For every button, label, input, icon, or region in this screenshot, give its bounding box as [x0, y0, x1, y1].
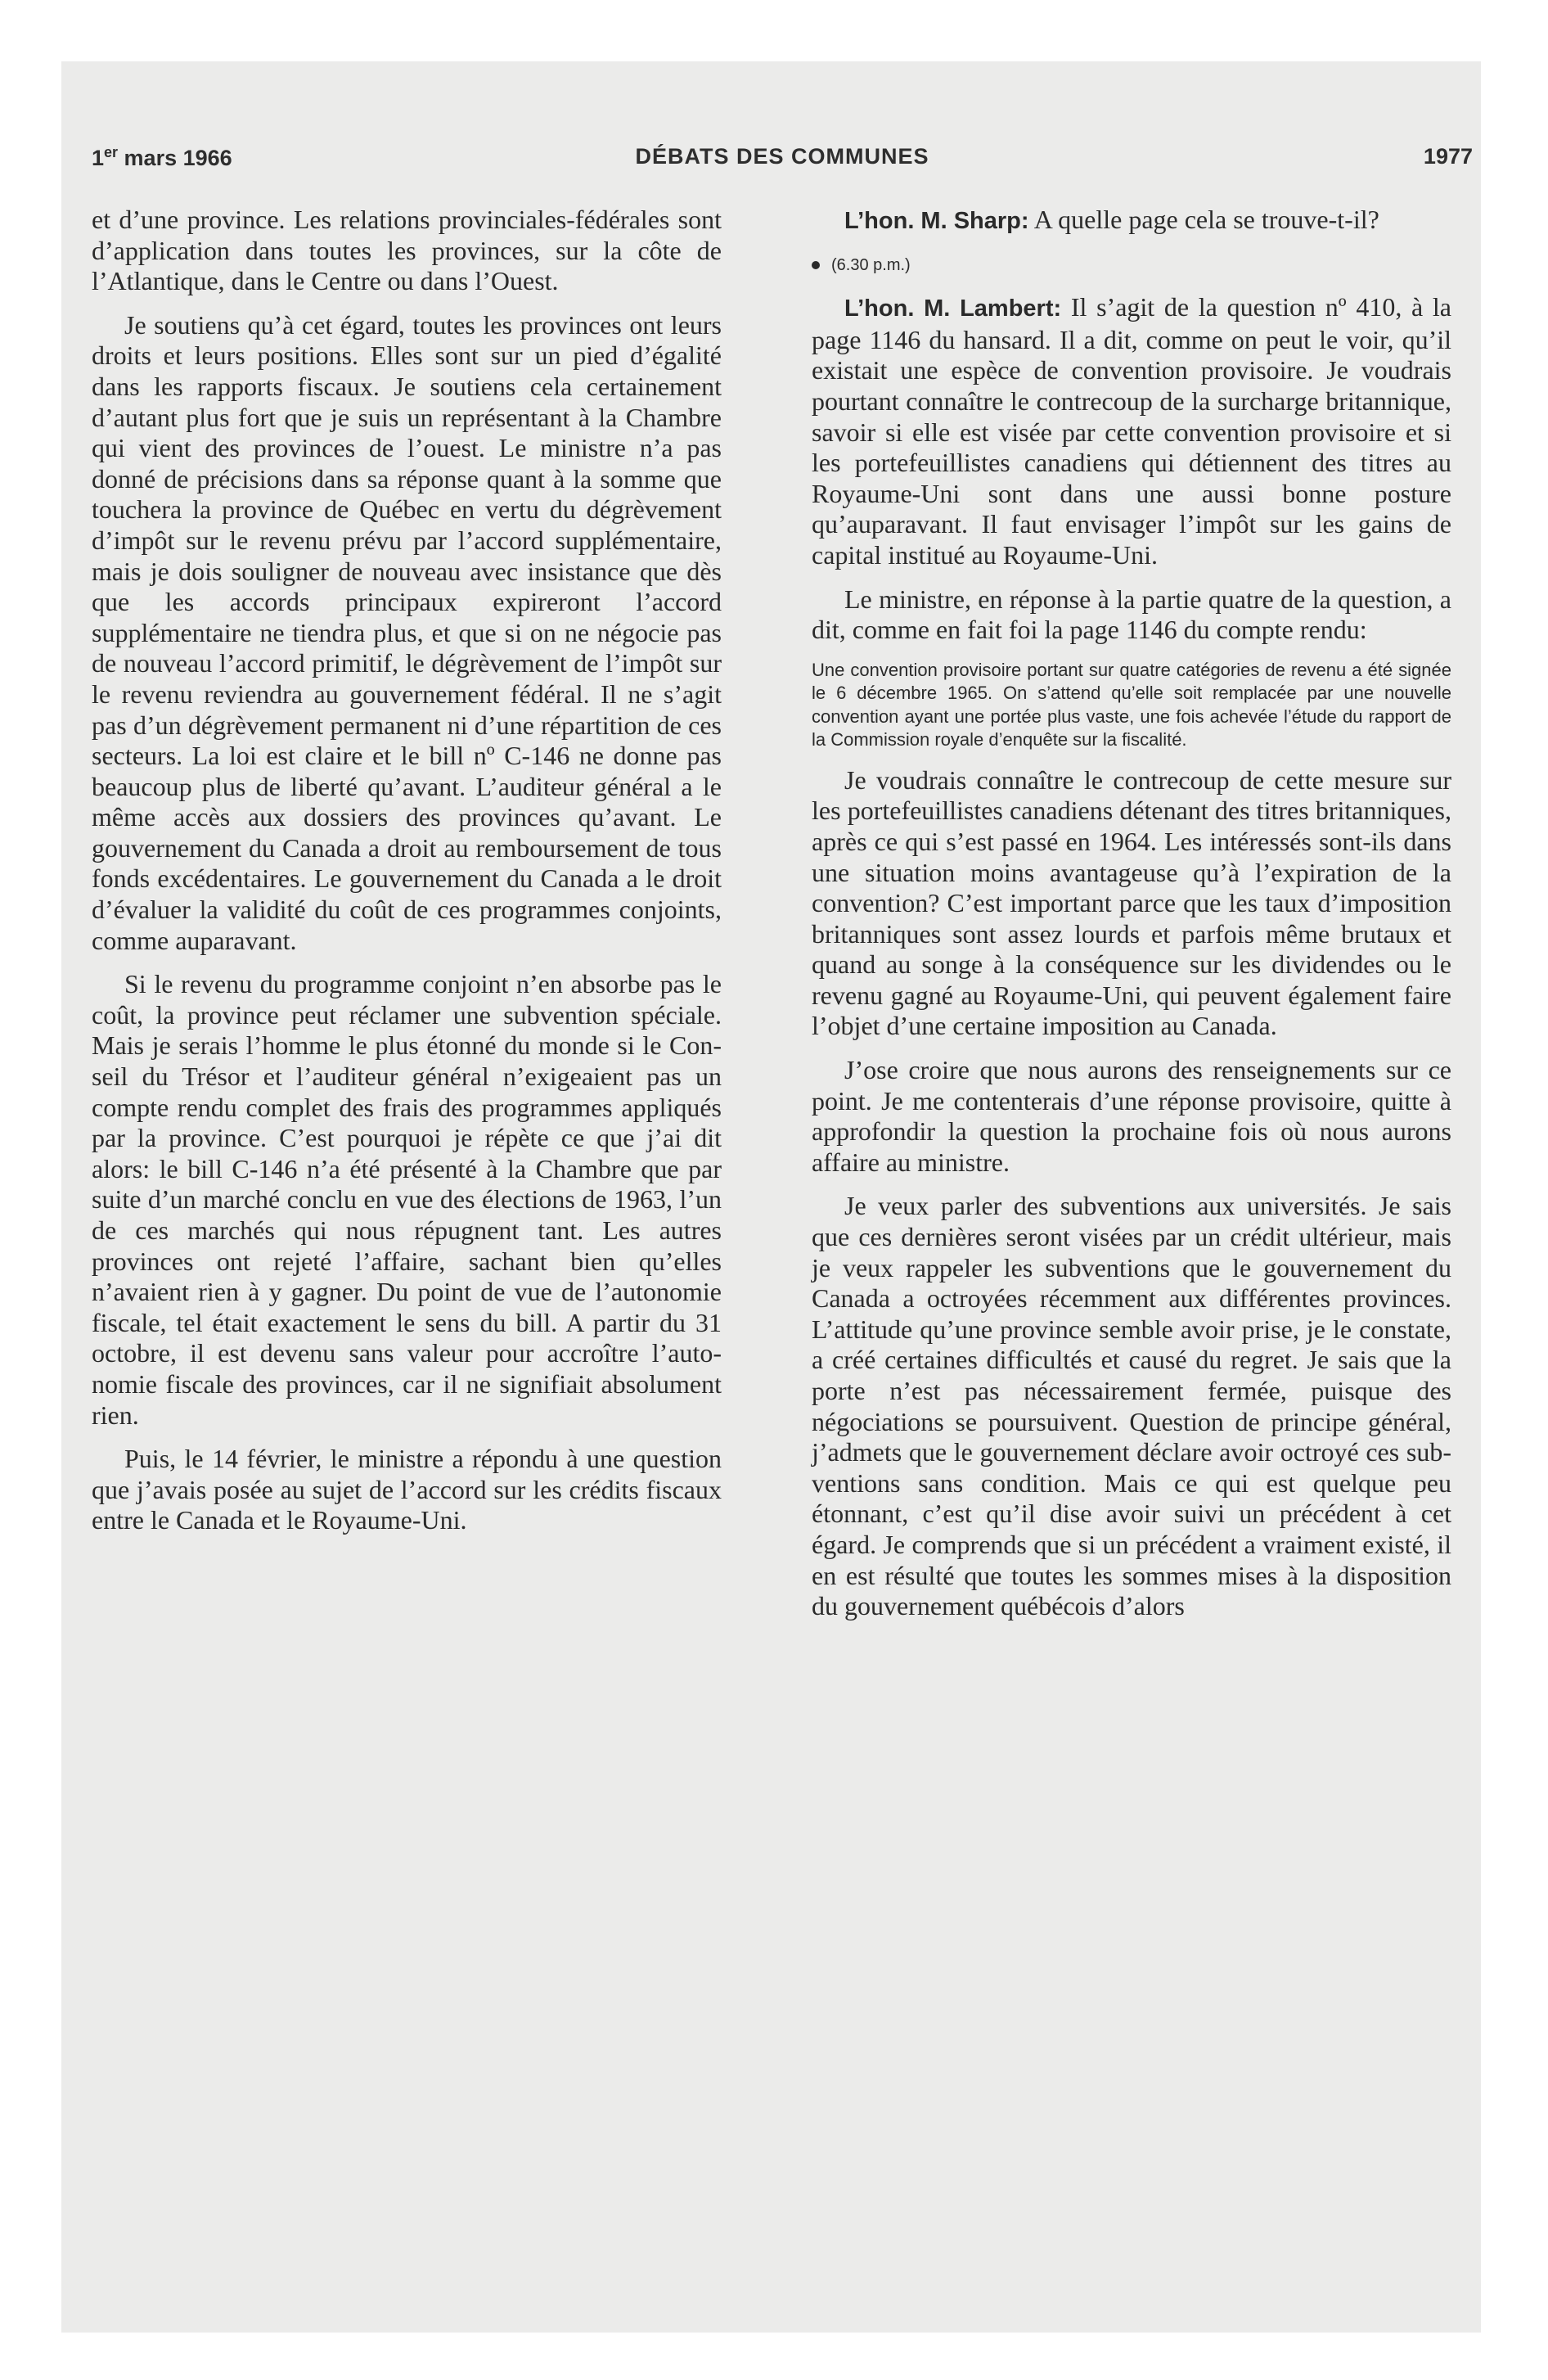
paragraph: J’ose croire que nous aurons des renseignements sur ce point. Je me contenterais d’une réponse provisoire, quitte à approfondir la question la prochaine fois où nous aurons affaire au ministre.	[812, 1055, 1451, 1177]
page-header	[92, 144, 1473, 177]
paragraph: Je voudrais connaître le contrecoup de cette mesure sur les portefeuillistes canadiens détenant des titres britanniques, après ce qui s’est passé en 1964. Les intéressés sont-ils dans une situation moins avantageuse qu’à l’expiration de la convention? C’est important parce que les taux d’imposition britanniques sont assez lourds et parfois même brutaux et quand au songe à la conséquence sur les dividendes ou le revenu gagné au Royaume-Uni, qui peuvent également faire l’objet d’une certaine imposition au Canada.	[812, 764, 1451, 1041]
right-column	[812, 205, 1451, 1635]
paragraph: Le ministre, en réponse à la partie quatre de la question, a dit, comme en fait foi la page 1146 du compte rendu:	[812, 584, 1451, 645]
header-title: DÉBATS DES COMMUNES	[635, 144, 929, 169]
page-number: 1977	[1423, 144, 1473, 169]
paragraph: Je soutiens qu’à cet égard, toutes les provinces ont leurs droits et leurs positions. Elles sont sur un pied d’égalité dans les rapports fiscaux. Je soutiens cela certainement d’autant plus fort que je suis un représentant à la Chambre qui vient des provinces de l’ouest. Le ministre n’a pas donné de précisions dans sa réponse quant à la somme que touchera la province de Québec en vertu du dégrèvement d’impôt sur le revenu prévu par l’accord supplémentaire, mais je dois souligner de nouveau avec insistance que dès que les accords principaux expireront l’accord supplémentaire ne tiendra plus, et que si on ne négocie pas de nouveau l’accord primitif, le dégrèvement de l’impôt sur le revenu reviendra au gouvernement fédéral. Il ne s’agit pas d’un dégrèvement permanent ni d’une répartition de ces secteurs. La loi est claire et le bill nº C-146 ne donne pas beaucoup plus de liberté qu’avant. L’auditeur général a le même accès aux dossiers des provinces qu’avant. Le gouvernement du Canada a droit au remboursement de tous fonds excédentaires. Le gouvernement du Canada a le droit d’évaluer la validité du coût de ces programmes conjoints, comme auparavant.	[92, 309, 722, 955]
speaker-name: L’hon. M. Sharp:	[844, 208, 1029, 234]
speech-text: Il s’agit de la question nº 410, à la page 1146 du hansard. Il a dit, comme on peut le voir, qu’il existait une espèce de convention provisoire. Je voudrais pourtant connaître le contrecoup de la surcharge britannique, savoir si elle est visée par cette convention provisoire et si les portefeuillistes canadiens qui détiennent des titres au Royaume-Uni sont dans une aussi bonne posture qu’auparavant. Il faut envisager l’impôt sur les gains de capital institué au Royaume-Uni.	[812, 292, 1452, 570]
speech-text: A quelle page cela se trouve-t-il?	[1028, 205, 1379, 234]
quotation: Une convention provisoire portant sur quatre catégories de revenu a été signée le 6 décembre 1965. On s’attend qu’elle soit remplacée par une nouvelle convention ayant une portée plus vaste, une fois achevée l’étude du rapport de la Commission royale d’enquête sur la fiscalité.	[812, 659, 1451, 751]
paragraph: et d’une province. Les relations provinciales-fédérales sont d’application dans toutes les provinces, sur la côte de l’Atlantique, dans le Centre ou dans l’Ouest.	[92, 205, 722, 296]
time-marker: (6.30 p.m.)	[812, 250, 1451, 282]
paragraph: Je veux parler des subventions aux universités. Je sais que ces dernières seront visées par un crédit ultérieur, mais je veux rappeler les subventions que le gouvernement du Canada a octroyées récemment aux différentes provinces. L’attitude qu’une province semble avoir prise, je le constate, a créé certaines difficultés et causé du regret. Je sais que la porte n’est pas nécessairement fermée, puisque des négociations se poursuivent. Question de principe général, j’admets que le gouvernement déclare avoir octroyé ces subventions sans condition. Mais ce qui est quelque peu étonnant, c’est qu’il dise avoir suivi un précédent à cet égard. Je comprends que si un précédent a vraiment existé, il en est résulté que toutes les sommes mises à la disposition du gouvernement québécois d’alors	[812, 1191, 1451, 1621]
paragraph: Si le revenu du programme conjoint n’en absorbe pas le coût, la province peut réclamer une subvention spéciale. Mais je serais l’homme le plus étonné du monde si le Conseil du Trésor et l’auditeur général n’exigeaient pas un compte rendu complet des frais des programmes appliqués par la province. C’est pourquoi je répète ce que j’ai dit alors: le bill C-146 n’a été présenté à la Chambre que par suite d’un marché conclu en vue des élections de 1963, l’un de ces marchés qui nous répugnent tant. Les autres provinces ont rejeté l’affaire, sachant bien qu’elles n’avaient rien à y gagner. Du point de vue de l’autonomie fiscale, tel était exactement le sens du bill. A partir du 31 octobre, il est devenu sans valeur pour accroître l’autonomie fiscale des provinces, car il ne signifiait absolument rien.	[92, 969, 722, 1430]
speaker-name: L’hon. M. Lambert:	[844, 295, 1062, 322]
speech-lambert	[812, 292, 1451, 570]
paragraph: Puis, le 14 février, le ministre a répondu à une question que j’avais posée au sujet de l’accord sur les crédits fiscaux entre le Canada et le Royaume-Uni.	[92, 1444, 722, 1535]
header-date: 1er mars 1966	[92, 144, 232, 170]
bullet-icon	[812, 261, 820, 269]
left-column	[92, 205, 722, 1549]
speech-sharp	[812, 205, 1451, 237]
